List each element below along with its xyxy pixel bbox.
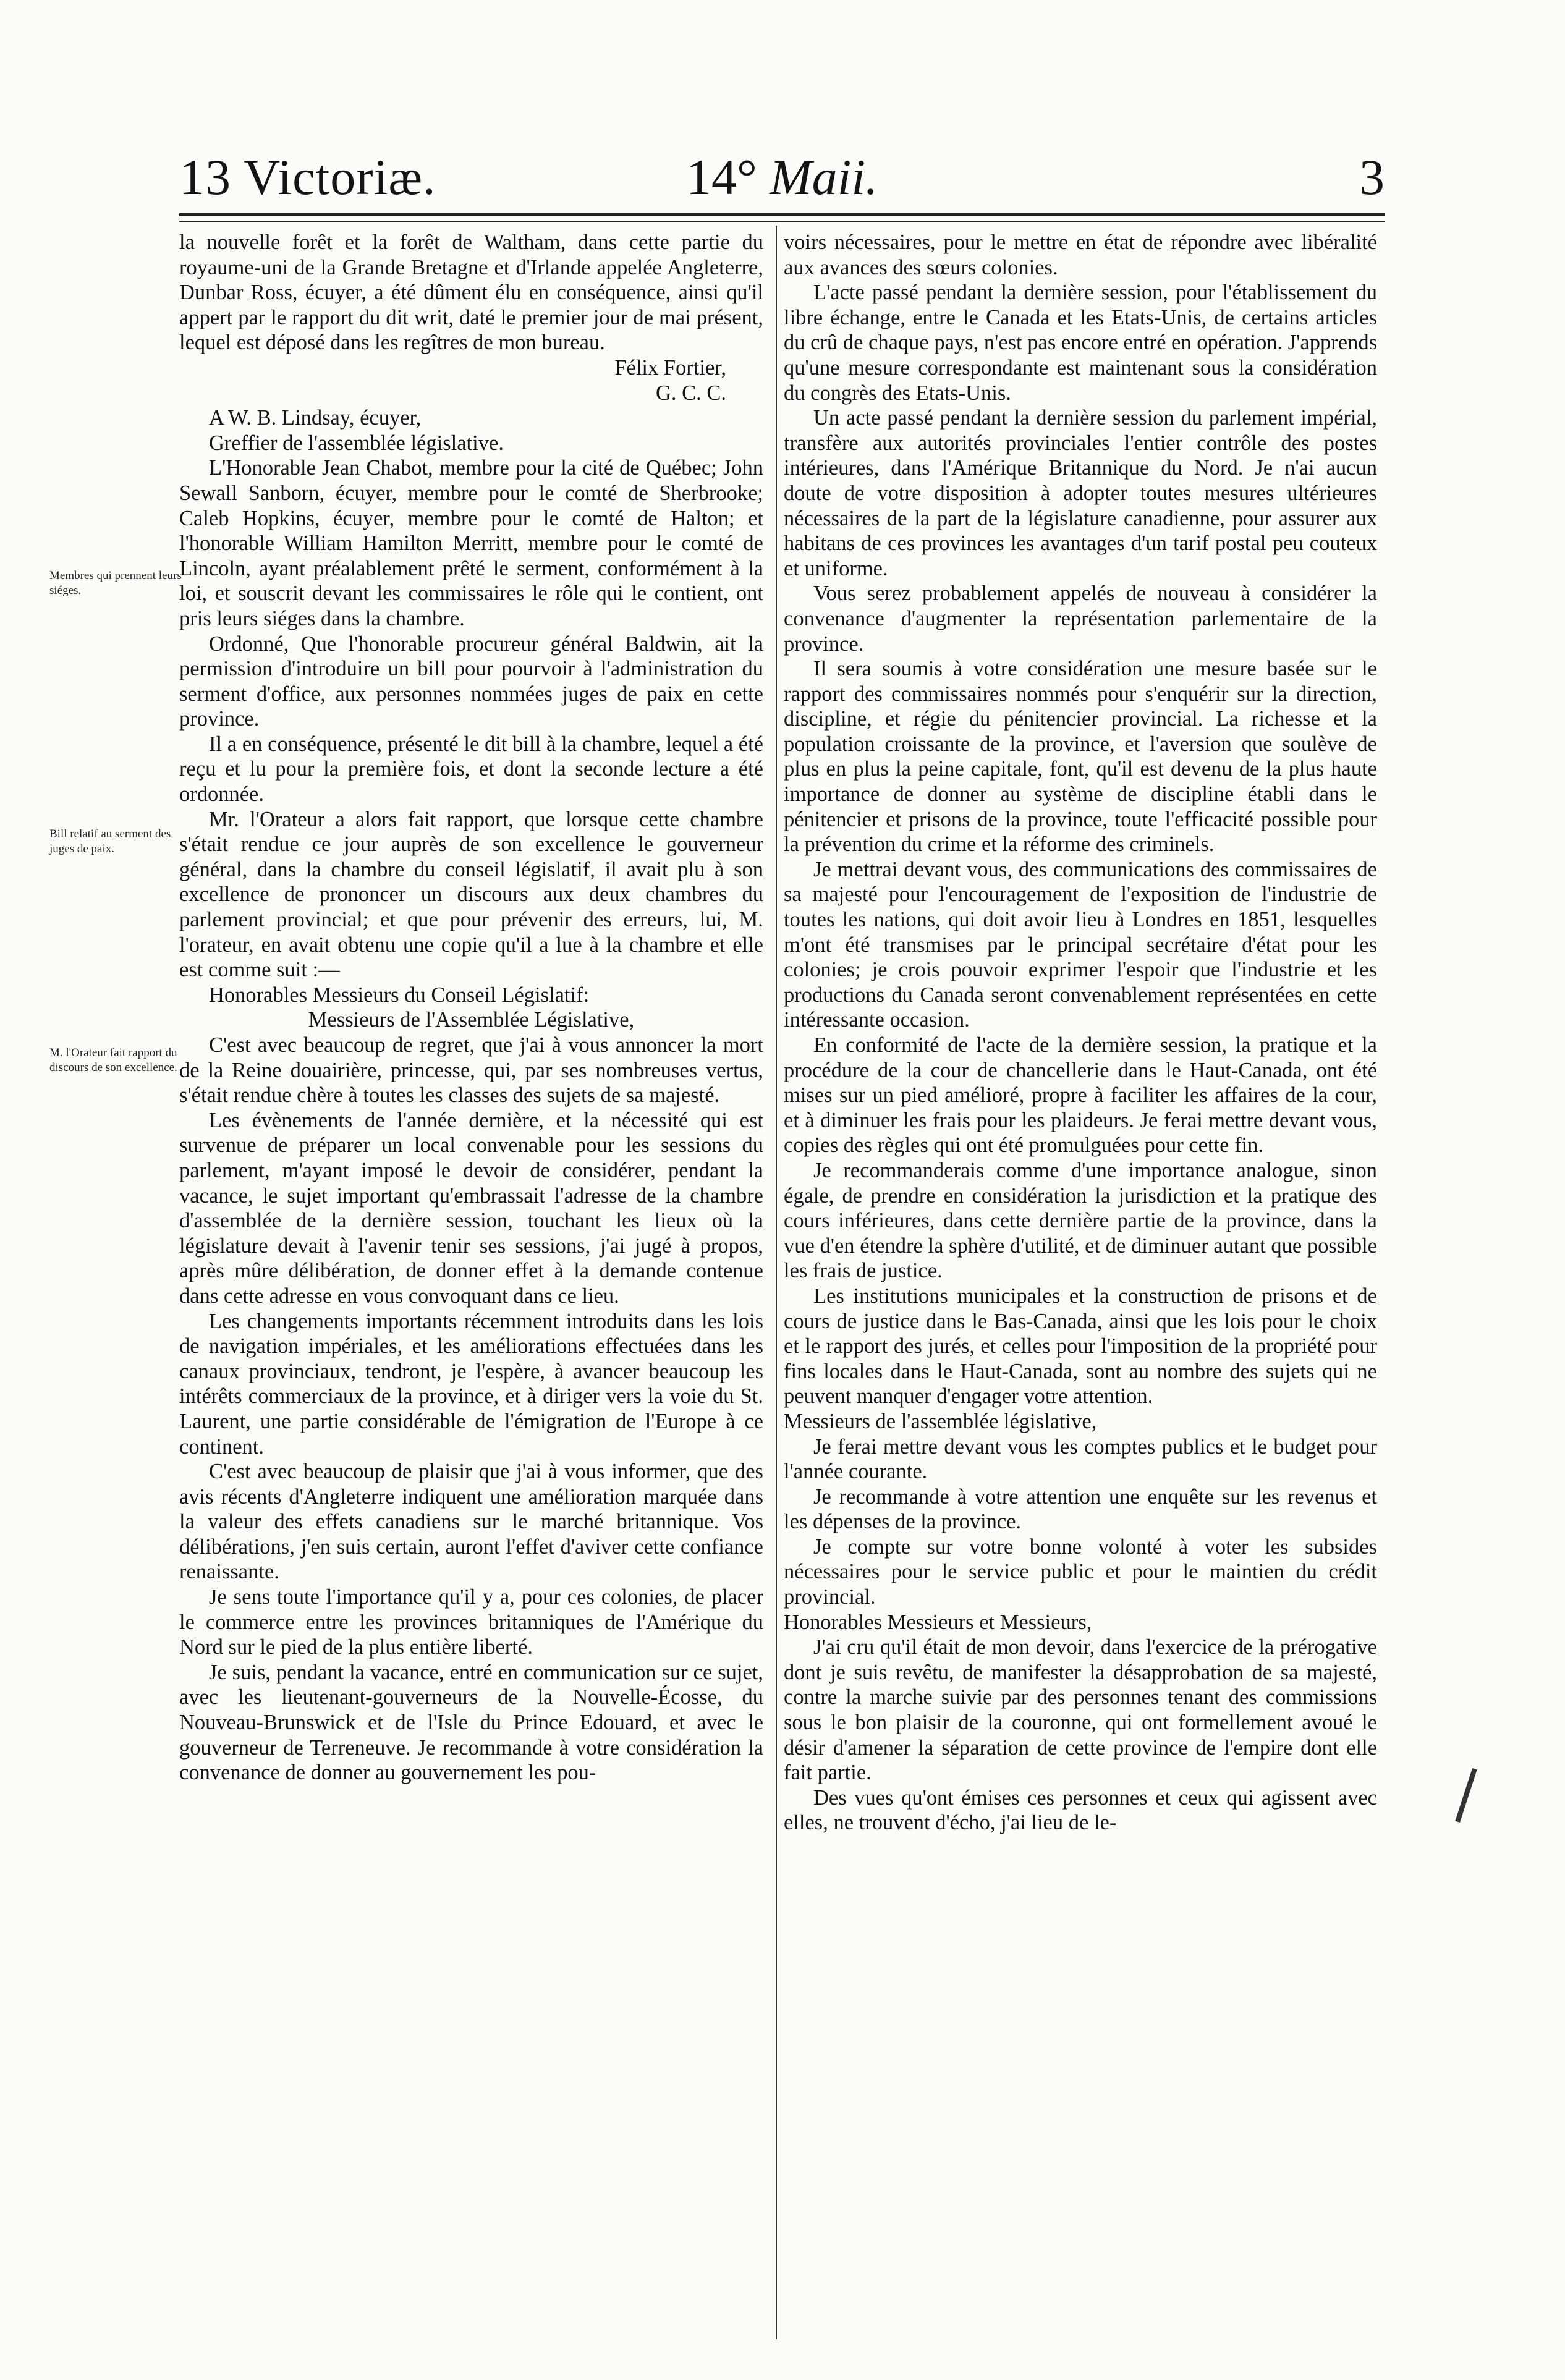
salutation: Honorables Messieurs du Conseil Législatif: [209, 983, 590, 1007]
column-divider [776, 226, 777, 2339]
margin-note-bill: Bill relatif au serment des juges de paix. [49, 828, 171, 855]
running-header [179, 142, 1385, 210]
paragraph: Je compte sur votre bonne volonté à voter les subsides nécessaires pour le service public et pour le maintien du crédit provincial. [784, 1535, 1377, 1609]
paragraph: Il sera soumis à votre considération une mesure basée sur le rapport des commissaires nommés pour s'enquérir sur la direction, discipline, et régie du pénitencier provincial. La richesse et la population croissante de la province, et l'aversion que soulève de plus en plus la peine capitale, font, qu'il est devenu de la plus haute importance de donner au système de discipline établi dans le pénitencier et prisons de la province, toute l'efficacité possible pour la prévention du crime et la réforme des criminels. [784, 657, 1377, 857]
paragraph: voirs nécessaires, pour le mettre en état de répondre avec libéralité aux avances des sœurs colonies. [784, 231, 1377, 279]
salutation: Honorables Messieurs et Messieurs, [784, 1610, 1092, 1634]
paragraph: Il a en conséquence, présenté le dit bill à la chambre, lequel a été reçu et lu pour la première fois, et dont la seconde lecture a été ordonnée. [179, 732, 763, 807]
header-rule-thick [179, 213, 1385, 216]
header-rule-thin [179, 221, 1385, 222]
page-number: 3 [1359, 149, 1385, 205]
addressee-name: A W. B. Lindsay, écuyer, [209, 406, 422, 430]
paragraph: L'Honorable Jean Chabot, membre pour la cité de Québec; John Sewall Sanborn, écuyer, membre pour le comté de Sherbrooke; Caleb Hopkins, écuyer, membre pour le comté de Halton; et l'honorable William Hamilton Merritt, membre pour le comté de Lincoln, ayant préalablement prêté le serment, conformément à la loi, et souscrit devant les commissaires le rôle qui le contient, ont pris leurs siéges dans la chambre. [179, 456, 763, 630]
paragraph: la nouvelle forêt et la forêt de Waltham, dans cette partie du royaume-uni de la Grande Bretagne et d'Irlande appelée Angleterre, Dunbar Ross, écuyer, a été dûment élu en conséquence, ainsi qu'il appert par le rapport du dit writ, daté le premier jour de mai présent, lequel est déposé dans les regîtres de mon bureau. [179, 231, 763, 355]
margin-note-speaker-report: M. l'Orateur fait rapport du discours de son excellence. [49, 1046, 177, 1074]
paragraph: Des vues qu'ont émises ces personnes et ceux qui agissent avec elles, ne trouvent d'écho, j'ai lieu de le- [784, 1785, 1377, 1835]
header-regnal-year: 13 Victoriæ. [179, 149, 436, 205]
left-column [179, 230, 763, 1785]
paragraph: Vous serez probablement appelés de nouveau à considérer la convenance d'augmenter la représentation parlementaire de la province. [784, 582, 1377, 656]
margin-note-members: Membres qui prennent leurs siéges. [49, 569, 182, 597]
header-date [686, 148, 878, 206]
paragraph: Je recommanderais comme d'une importance analogue, sinon égale, de prendre en considération la jurisdiction et la pratique des cours inférieures, dans cette dernière partie de la province, dans la vue d'en étendre la sphère d'utilité, et de diminuer autant que possible les frais de justice. [784, 1158, 1377, 1283]
paragraph: Je recommande à votre attention une enquête sur les revenus et les dépenses de la province. [784, 1484, 1377, 1534]
paragraph: Les changements importants récemment introduits dans les lois de navigation impériales, et les améliorations effectuées dans les canaux provinciaux, tendront, je l'espère, à avancer beaucoup les intérêts commerciaux de la province, et à diriger vers la voie du St. Laurent, une partie considérable de l'émigration de l'Europe à ce continent. [179, 1309, 763, 1459]
signature-title: G. C. C. [655, 381, 726, 405]
header-day: 14° [686, 149, 757, 205]
paragraph: L'acte passé pendant la dernière session, pour l'établissement du libre échange, entre le Canada et les Etats-Unis, de certains articles du crû de chaque pays, n'est pas encore entré en opération. J'apprends qu'une mesure correspondante est maintenant sous la considération du congrès des Etats-Unis. [784, 281, 1377, 405]
paragraph: Je sens toute l'importance qu'il y a, pour ces colonies, de placer le commerce entre les provinces britanniques de l'Amérique du Nord sur le pied de la plus entière liberté. [179, 1585, 763, 1659]
paragraph: En conformité de l'acte de la dernière session, la pratique et la procédure de la cour de chancellerie dans le Haut-Canada, ont été mises sur un pied amélioré, propre à faciliter les affaires de la cour, et à diminuer les frais pour les plaideurs. Je ferai mettre devant vous, copies des règles qui ont été promulguées pour cette fin. [784, 1033, 1377, 1158]
paragraph: Un acte passé pendant la dernière session du parlement impérial, transfère aux autorités provinciales l'entier contrôle des postes intérieures, dans l'Amérique Britannique du Nord. Je n'ai aucun doute de votre disposition à adopter toutes mesures ultérieures nécessaires de la part de la législature canadienne, pour assurer aux habitans de ces provinces les avantages d'un tarif postal peu couteux et uniforme. [784, 406, 1377, 580]
margin-mark [1455, 1768, 1477, 1823]
paragraph: Je ferai mettre devant vous les comptes publics et le budget pour l'année courante. [784, 1434, 1377, 1484]
paragraph: Les institutions municipales et la construction de prisons et de cours de justice dans le Bas-Canada, ainsi que les lois pour le choix et le rapport des jurés, et celles pour l'imposition de la propriété pour fins locales dans le Haut-Canada, sont au nombre des sujets qui ne peuvent manquer d'engager votre attention. [784, 1284, 1377, 1408]
right-column [784, 230, 1377, 1836]
paragraph: Ordonné, Que l'honorable procureur général Baldwin, ait la permission d'introduire un bill pour pourvoir à l'administration du serment d'office, aux personnes nommées juges de paix en cette province. [179, 632, 763, 731]
paragraph: J'ai cru qu'il était de mon devoir, dans l'exercice de la prérogative dont je suis revêtu, de manifester la désapprobation de sa majesté, contre la marche suivie par des personnes tenant des commissions sous le bon plaisir de la couronne, qui ont formellement avoué le désir d'amener la séparation de cette province de l'empire dont elle fait partie. [784, 1635, 1377, 1785]
paragraph: Je mettrai devant vous, des communications des commissaires de sa majesté pour l'encouragement de l'exposition de l'industrie de toutes les nations, qui doit avoir lieu à Londres en 1851, lesquelles m'ont été transmises par le principal secrétaire d'état pour les colonies; je crois pouvoir exprimer l'espoir que l'industrie et les productions du Canada seront convenablement représentées en cette intéressante occasion. [784, 857, 1377, 1032]
salutation: Messieurs de l'assemblée législative, [784, 1409, 1097, 1433]
header-month: Maii. [770, 149, 878, 205]
addressee-title: Greffier de l'assemblée législative. [209, 431, 504, 455]
paragraph: Je suis, pendant la vacance, entré en communication sur ce sujet, avec les lieutenant-gouverneurs de la Nouvelle-Écosse, du Nouveau-Brunswick et de l'Isle du Prince Edouard, et avec le gouverneur de Terreneuve. Je recommande à votre considération la convenance de donner au gouvernement les pou- [179, 1660, 763, 1785]
signature-name: Félix Fortier, [614, 355, 726, 379]
paragraph: Les évènements de l'année dernière, et la nécessité qui est survenue de préparer un local convenable pour les sessions du parlement, m'ayant imposé le devoir de considérer, pendant la vacance, le sujet important qu'embrassait l'adresse de la chambre d'assemblée de la dernière session, touchant les lieux où la législature devait à l'avenir tenir ses sessions, j'ai jugé à propos, après mûre délibération, de donner effet à la demande contenue dans cette adresse en vous convoquant dans ce lieu. [179, 1108, 763, 1308]
salutation: Messieurs de l'Assemblée Législative, [308, 1008, 635, 1032]
paragraph: Mr. l'Orateur a alors fait rapport, que lorsque cette chambre s'était rendue ce jour auprès de son excellence le gouverneur général, dans la chambre du conseil législatif, il avait plu à son excellence de prononcer un discours aux deux chambres du parlement provincial; et que pour prévenir des erreurs, lui, M. l'orateur, en avait obtenu une copie qu'il a lue à la chambre et elle est comme suit :— [179, 807, 763, 982]
paragraph: C'est avec beaucoup de regret, que j'ai à vous annoncer la mort de la Reine douairière, princesse, qui, par ses nombreuses vertus, s'était rendue chère à toutes les classes des sujets de sa majesté. [179, 1033, 763, 1107]
paragraph: C'est avec beaucoup de plaisir que j'ai à vous informer, que des avis récents d'Angleterre indiquent une amélioration marquée dans la valeur des effets canadiens sur le marché britannique. Vos délibérations, j'en suis certain, auront l'effet d'aviver cette confiance renaissante. [179, 1460, 763, 1584]
